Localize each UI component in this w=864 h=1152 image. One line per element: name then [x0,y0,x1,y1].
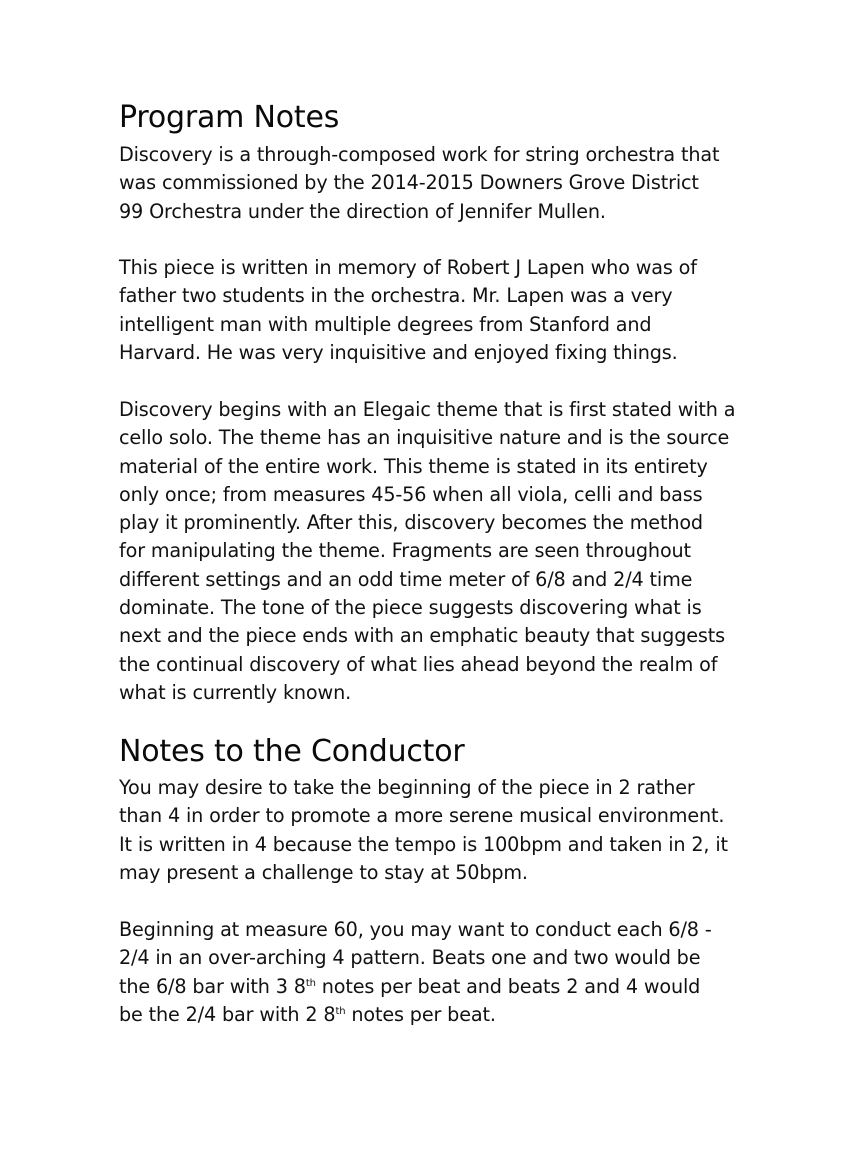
text-segment: be the 2/4 bar with 2 8 [119,1002,336,1026]
notes-to-conductor-heading: Notes to the Conductor [119,734,465,769]
text-line-with-superscript [119,1001,759,1029]
text-line: 99 Orchestra under the direction of Jennifer Mullen. [119,199,606,223]
program-notes-heading: Program Notes [119,100,340,135]
text-line: different settings and an odd time meter of 6/8 and 2/4 time [119,567,693,591]
text-segment: notes per beat and beats 2 and 4 would [315,974,701,998]
text-line: You may desire to take the beginning of the piece in 2 rather [119,776,695,799]
text-line: the continual discovery of what lies ahead beyond the realm of [119,652,718,676]
text-line: It is written in 4 because the tempo is 100bpm and taken in 2, it [119,832,728,856]
text-segment: the 6/8 bar with 3 8 [119,974,306,998]
ordinal-superscript: th [335,1005,346,1017]
text-line: Harvard. He was very inquisitive and enjoyed fixing things. [119,340,678,364]
program-notes-paragraph-2 [119,254,759,367]
text-line: Beginning at measure 60, you may want to conduct each 6/8 - [119,918,712,941]
ordinal-superscript: th [305,977,316,989]
text-line: This piece is written in memory of Robert J Lapen who was of [119,256,697,279]
text-line: for manipulating the theme. Fragments are seen throughout [119,539,691,563]
text-line: only once; from measures 45-56 when all viola, celli and bass [119,482,703,506]
text-line: what is currently known. [119,680,352,704]
text-line: material of the entire work. This theme is stated in its entirety [119,454,708,478]
text-line: Discovery begins with an Elegaic theme that is first stated with a [119,398,736,421]
text-line: intelligent man with multiple degrees from Stanford and [119,312,652,336]
text-line: cello solo. The theme has an inquisitive nature and is the source [119,426,730,450]
program-notes-paragraph-3 [119,396,759,707]
text-line: Discovery is a through-composed work for string orchestra that [119,143,720,166]
text-line: dominate. The tone of the piece suggests discovering what is [119,596,702,620]
text-line: than 4 in order to promote a more serene musical environment. [119,804,725,828]
text-line: may present a challenge to stay at 50bpm. [119,860,528,884]
text-line: next and the piece ends with an emphatic beauty that suggests [119,624,725,648]
text-line: father two students in the orchestra. Mr. Lapen was a very [119,284,673,308]
text-line: was commissioned by the 2014-2015 Downers Grove District [119,171,699,195]
text-line: 2/4 in an over-arching 4 pattern. Beats one and two would be [119,946,701,970]
text-line-with-superscript [119,973,759,1001]
text-line: play it prominently. After this, discovery becomes the method [119,511,703,535]
text-segment: notes per beat. [345,1002,496,1026]
conductor-paragraph-2 [119,916,759,1029]
program-notes-paragraph-1 [119,141,759,226]
conductor-paragraph-1 [119,774,759,887]
